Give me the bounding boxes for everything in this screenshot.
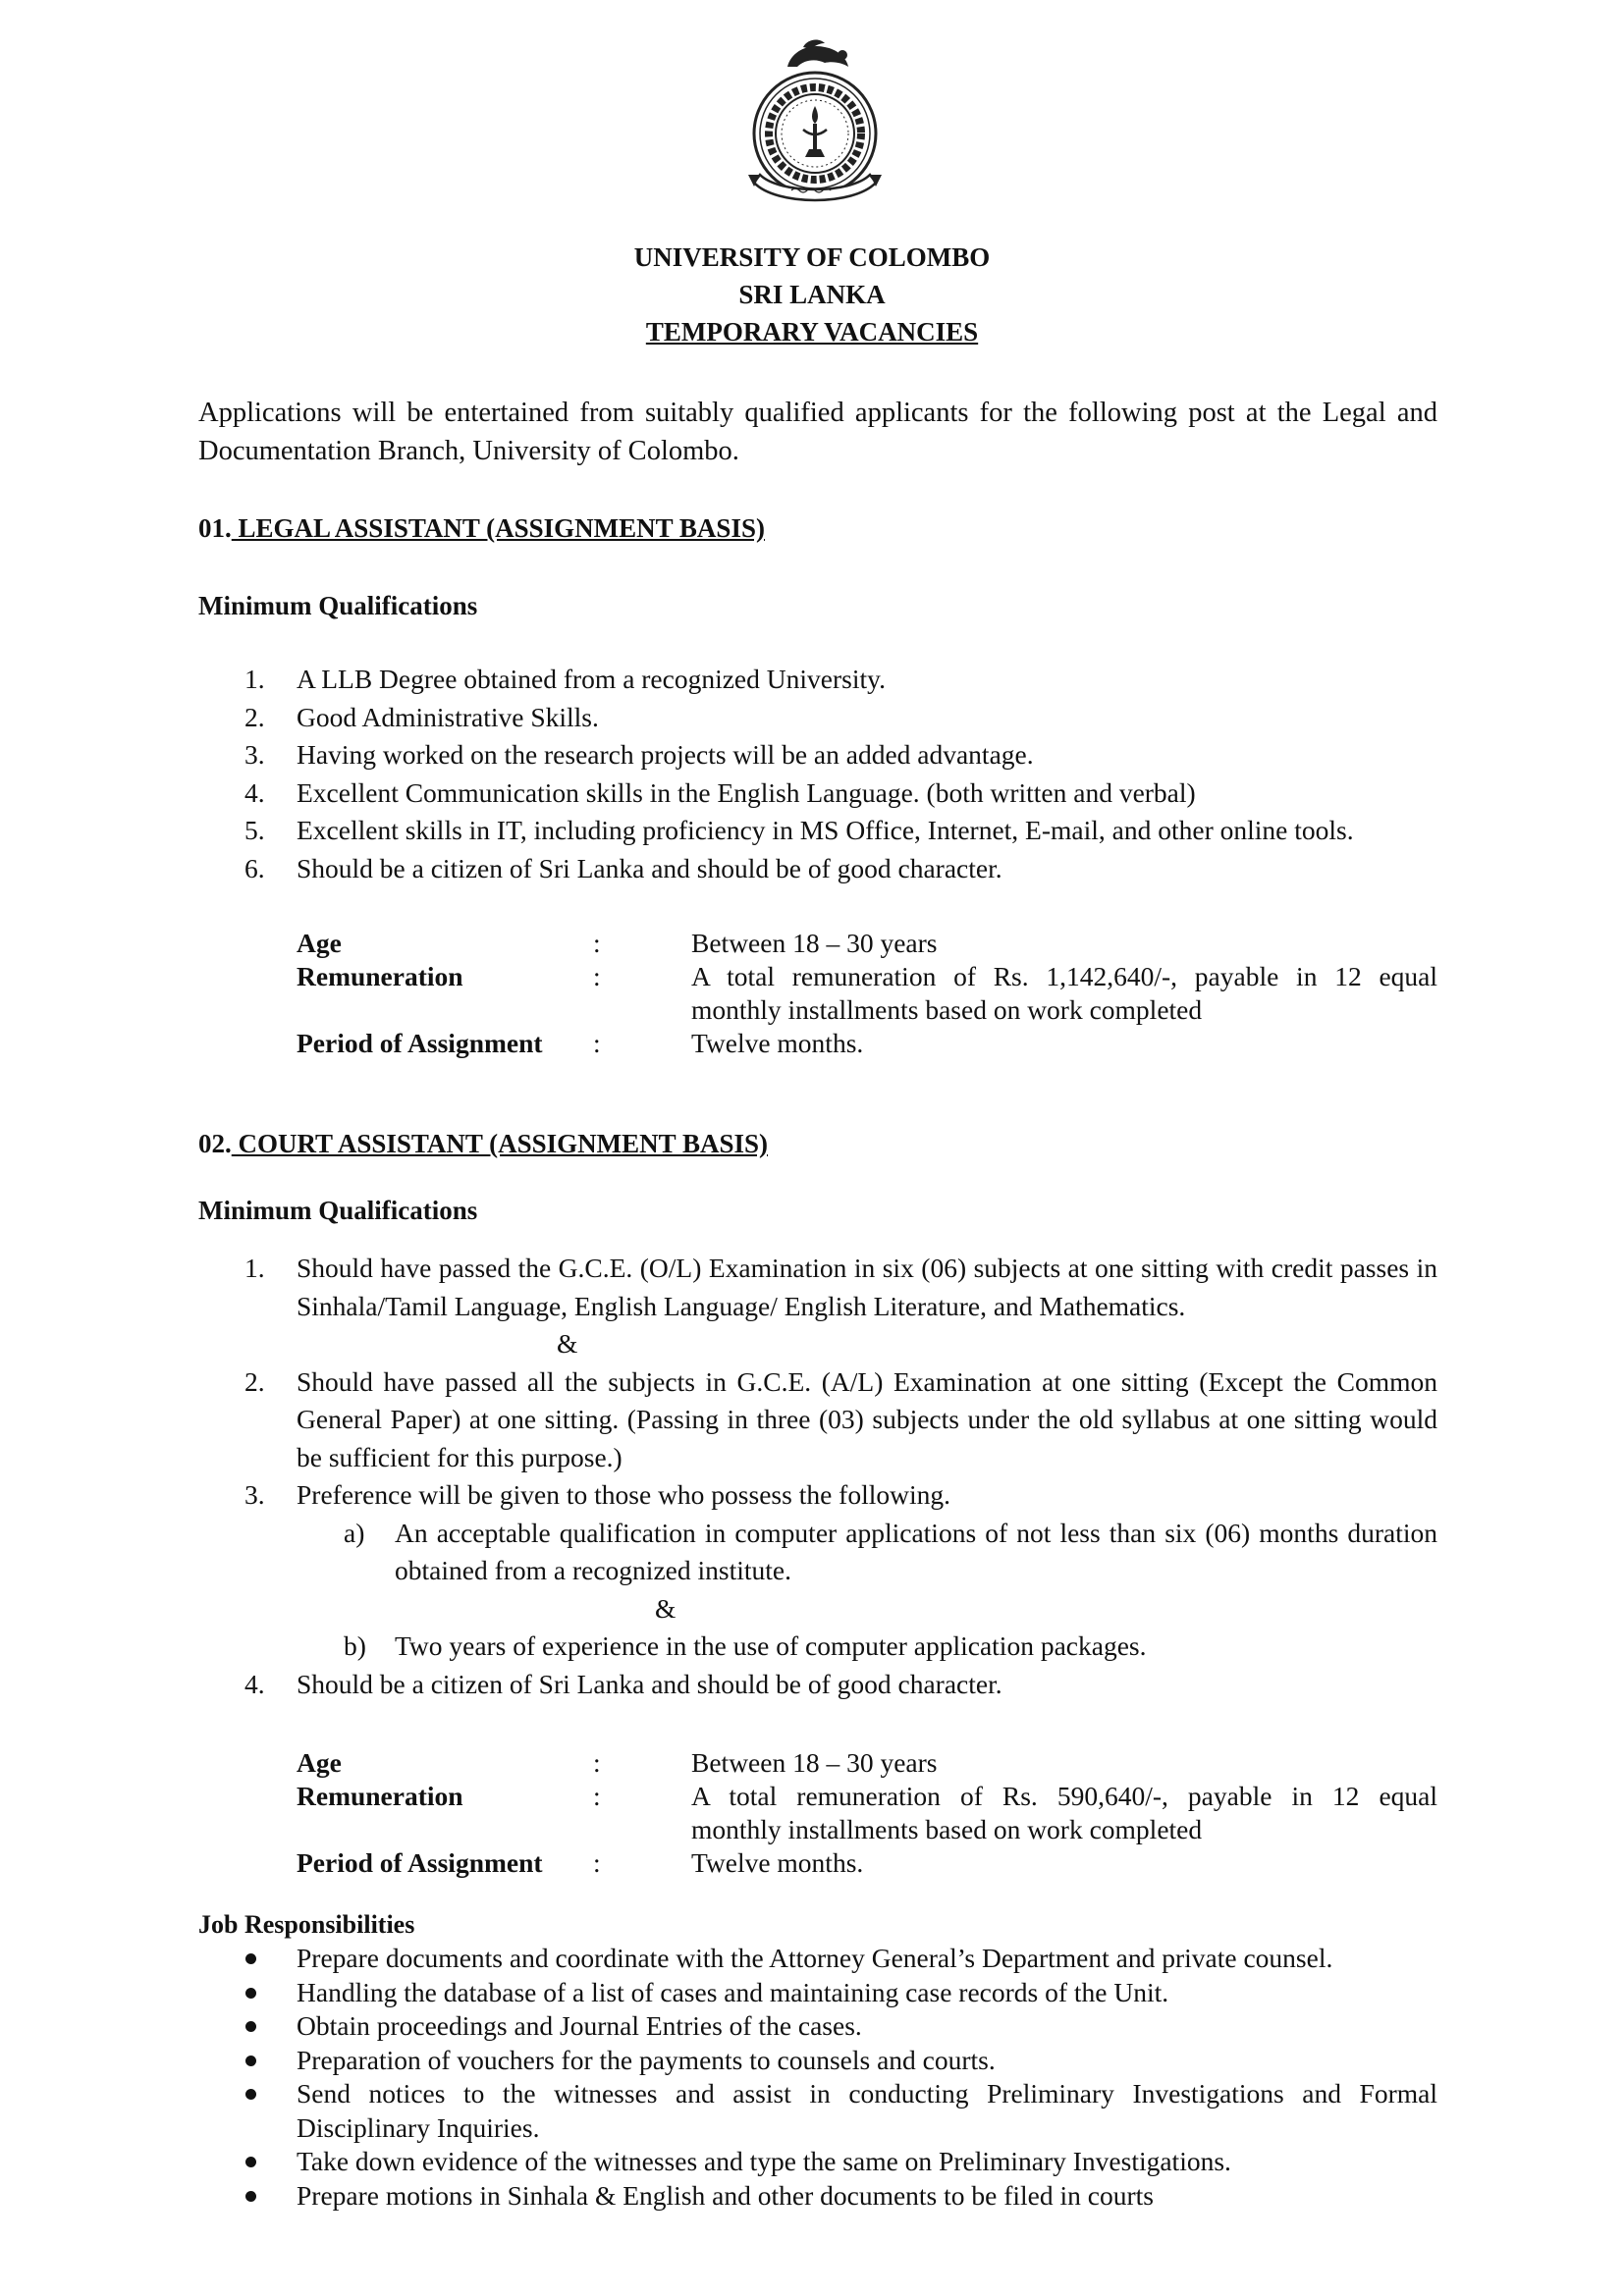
post1-qualifications-list <box>198 661 1437 887</box>
list-item: Handling the database of a list of cases and maintaining case records of the Unit. <box>198 1976 1437 2010</box>
list-item: 1. Should have passed the G.C.E. (O/L) Examination in six (06) subjects at one sitting with credit passes in Sinhala/Tamil Language, English Language/ English Literature, and Mathematics. <box>244 1253 1437 1321</box>
post1-heading <box>198 509 765 547</box>
university-crest-icon <box>727 37 903 214</box>
sub-list-item: b) Two years of experience in the use of computer application packages. <box>344 1630 1147 1661</box>
post1-number: 01. <box>198 513 232 543</box>
remuneration-row: Remuneration : A total remuneration of Rs. 1,142,640/-, payable in 12 equal monthly installments based on work completed <box>297 961 1437 1025</box>
document-title: TEMPORARY VACANCIES <box>645 317 979 347</box>
country-name: SRI LANKA <box>738 280 886 309</box>
post2-heading <box>198 1125 768 1162</box>
list-item: 4. Should be a citizen of Sri Lanka and should be of good character. <box>244 1668 1002 1699</box>
post2-qualifications-list <box>198 1250 1437 1703</box>
bullet-icon <box>245 1953 256 1964</box>
post2-title: COURT ASSISTANT (ASSIGNMENT BASIS) <box>231 1129 768 1158</box>
list-item: 4. Excellent Communication skills in the English Language. (both written and verbal) <box>244 776 1196 808</box>
sub-list-item: a) An acceptable qualification in computer applications of not less than six (06) months duration obtained from a recognized institute. <box>344 1517 1437 1585</box>
remuneration-row: Remuneration : A total remuneration of Rs. 590,640/-, payable in 12 equal monthly installments based on work completed <box>297 1781 1437 1844</box>
and-separator: & <box>655 1592 677 1624</box>
list-item: Take down evidence of the witnesses and type the same on Preliminary Investigations. <box>198 2145 1437 2179</box>
bullet-icon <box>245 1988 256 1999</box>
list-item: Prepare motions in Sinhala & English and other documents to be filed in courts <box>198 2179 1437 2214</box>
bullet-icon <box>245 2021 256 2032</box>
age-row: Age : Between 18 – 30 years <box>297 1747 938 1778</box>
intro-paragraph: Applications will be entertained from suitably qualified applicants for the following post at the Legal and Documentation Branch, University of Colombo. <box>198 398 1437 466</box>
age-row: Age : Between 18 – 30 years <box>297 928 938 958</box>
post2-qual-heading: Minimum Qualifications <box>198 1196 478 1225</box>
list-item: 2. Good Administrative Skills. <box>244 701 599 732</box>
post2-terms <box>297 1746 1437 1880</box>
list-item: Prepare documents and coordinate with the Attorney General’s Department and private counsel. <box>198 1942 1437 1976</box>
post1-terms <box>297 927 1437 1060</box>
post2-number: 02. <box>198 1129 232 1158</box>
list-item: Obtain proceedings and Journal Entries of the cases. <box>198 2009 1437 2044</box>
responsibilities-list <box>198 1942 1437 2213</box>
list-item: 3. Having worked on the research projects will be an added advantage. <box>244 739 1034 770</box>
and-separator: & <box>557 1328 578 1359</box>
post1-qual-heading: Minimum Qualifications <box>198 591 478 620</box>
bullet-icon <box>245 2089 256 2100</box>
list-item: 5. Excellent skills in IT, including proficiency in MS Office, Internet, E-mail, and other online tools. <box>244 815 1354 845</box>
post1-title: LEGAL ASSISTANT (ASSIGNMENT BASIS) <box>231 513 765 543</box>
period-row: Period of Assignment : Twelve months. <box>297 1847 864 1878</box>
list-item: 3. Preference will be given to those who possess the following. <box>244 1479 950 1510</box>
list-item: 6. Should be a citizen of Sri Lanka and should be of good character. <box>244 852 1002 883</box>
bullet-icon <box>245 2056 256 2066</box>
bullet-icon <box>245 2157 256 2167</box>
responsibilities-heading: Job Responsibilities <box>198 1910 415 1939</box>
list-item: 1. A LLB Degree obtained from a recognized University. <box>244 664 886 694</box>
bullet-icon <box>245 2191 256 2202</box>
institution-name: UNIVERSITY OF COLOMBO <box>633 242 991 272</box>
list-item: Send notices to the witnesses and assist in conducting Preliminary Investigations and Formal Disciplinary Inquiries. <box>198 2077 1437 2145</box>
list-item: Preparation of vouchers for the payments to counsels and courts. <box>198 2044 1437 2078</box>
list-item: 2. Should have passed all the subjects in G.C.E. (A/L) Examination at one sitting (Except the Common General Paper) at one sitting. (Passing in three (03) subjects under the old syllabus at one sitting would be sufficient for this purpose.) <box>244 1365 1437 1472</box>
period-row: Period of Assignment : Twelve months. <box>297 1028 864 1058</box>
